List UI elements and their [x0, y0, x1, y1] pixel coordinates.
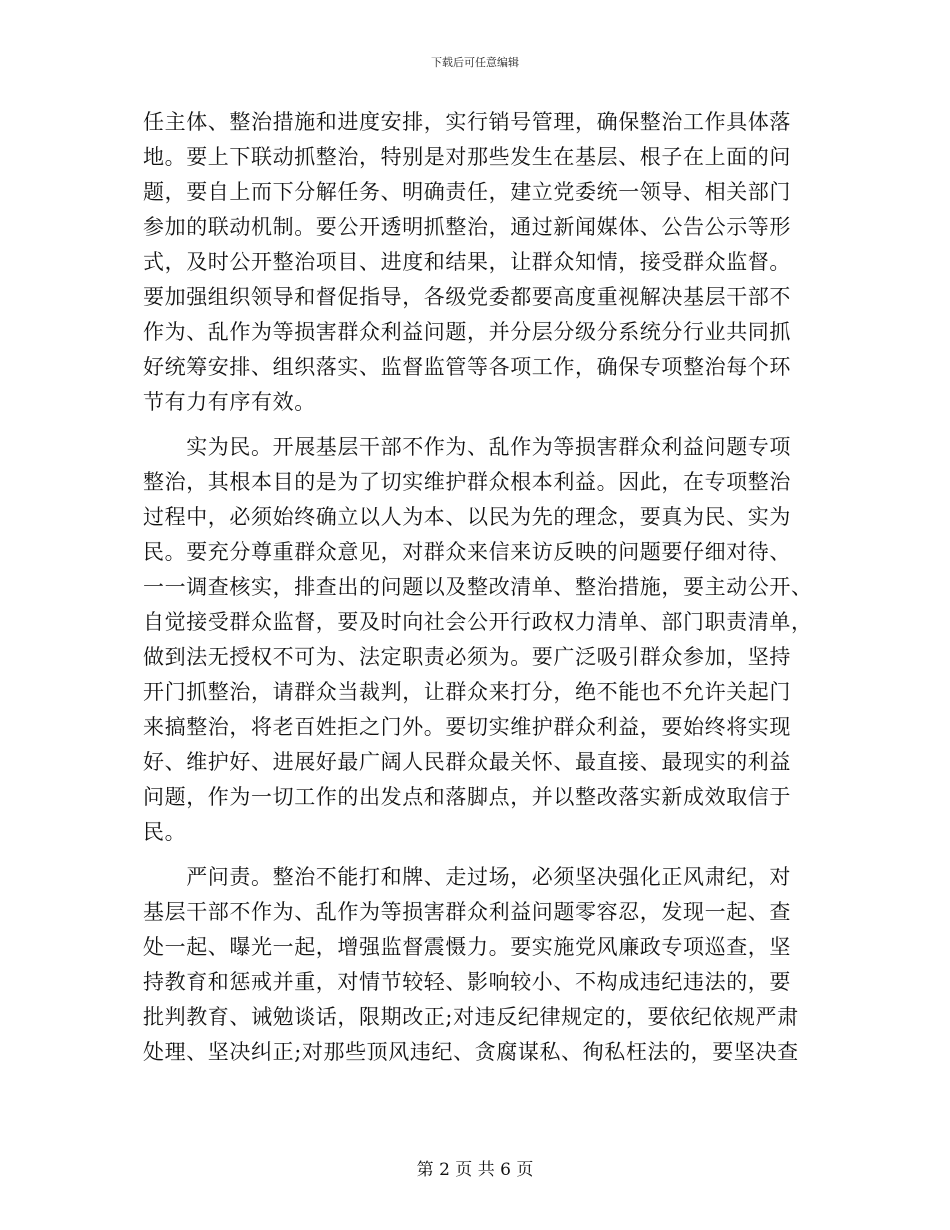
text-line: 作为、乱作为等损害群众利益问题，并分层分级分系统分行业共同抓	[143, 320, 791, 344]
text-line: 好统筹安排、组织落实、监督监管等各项工作，确保专项整治每个环	[143, 355, 791, 379]
text-line: 题，要自上而下分解任务、明确责任，建立党委统一领导、相关部门	[143, 180, 791, 204]
text-line: 民。	[143, 820, 187, 844]
text-line: 地。要上下联动抓整治，特别是对那些发生在基层、根子在上面的问	[143, 145, 791, 169]
text-line: 开门抓整治，请群众当裁判，让群众来打分，绝不能也不允许关起门	[143, 680, 791, 704]
text-line: 基层干部不作为、乱作为等损害群众利益问题零容忍，发现一起、查	[143, 900, 791, 924]
text-line: 持教育和惩戒并重，对情节较轻、影响较小、不构成违纪违法的，要	[143, 970, 791, 994]
text-line: 问题，作为一切工作的出发点和落脚点，并以整改落实新成效取信于	[143, 785, 791, 809]
paragraph	[143, 860, 805, 1070]
page-number: 第 2 页 共 6 页	[416, 1160, 534, 1180]
text-line: 任主体、整治措施和进度安排，实行销号管理，确保整治工作具体落	[143, 110, 791, 134]
text-line: 一一调查核实，排查出的问题以及整改清单、整治措施，要主动公开、	[143, 575, 813, 599]
text-line: 处一起、曝光一起，增强监督震慑力。要实施党风廉政专项巡查，坚	[143, 935, 791, 959]
text-line: 严问责。整治不能打和牌、走过场，必须坚决强化正风肃纪，对	[143, 865, 791, 889]
text-line: 做到法无授权不可为、法定职责必须为。要广泛吸引群众参加，坚持	[143, 645, 791, 669]
text-line: 批判教育、诫勉谈话，限期改正;对违反纪律规定的，要依纪依规严肃	[143, 1005, 799, 1029]
text-line: 民。要充分尊重群众意见，对群众来信来访反映的问题要仔细对待、	[143, 540, 791, 564]
text-line: 参加的联动机制。要公开透明抓整治，通过新闻媒体、公告公示等形	[143, 215, 791, 239]
document-body	[143, 105, 813, 1070]
text-line: 式，及时公开整治项目、进度和结果，让群众知情，接受群众监督。	[143, 250, 791, 274]
text-line: 整治，其根本目的是为了切实维护群众根本利益。因此，在专项整治	[143, 470, 791, 494]
text-line: 要加强组织领导和督促指导，各级党委都要高度重视解决基层干部不	[143, 285, 791, 309]
text-line: 自觉接受群众监督，要及时向社会公开行政权力清单、部门职责清单，	[143, 610, 813, 634]
text-line: 好、维护好、进展好最广阔人民群众最关怀、最直接、最现实的利益	[143, 750, 791, 774]
text-line: 来搞整治，将老百姓拒之门外。要切实维护群众利益，要始终将实现	[143, 715, 791, 739]
page-header-note: 下载后可任意编辑	[431, 56, 519, 69]
paragraph	[143, 430, 813, 850]
text-line: 过程中，必须始终确立以人为本、以民为先的理念，要真为民、实为	[143, 505, 791, 529]
text-line: 节有力有序有效。	[143, 390, 316, 414]
text-line: 实为民。开展基层干部不作为、乱作为等损害群众利益问题专项	[143, 435, 791, 459]
text-line: 处理、坚决纠正;对那些顶风违纪、贪腐谋私、徇私枉法的，要坚决查	[143, 1040, 799, 1064]
paragraph	[143, 105, 805, 420]
